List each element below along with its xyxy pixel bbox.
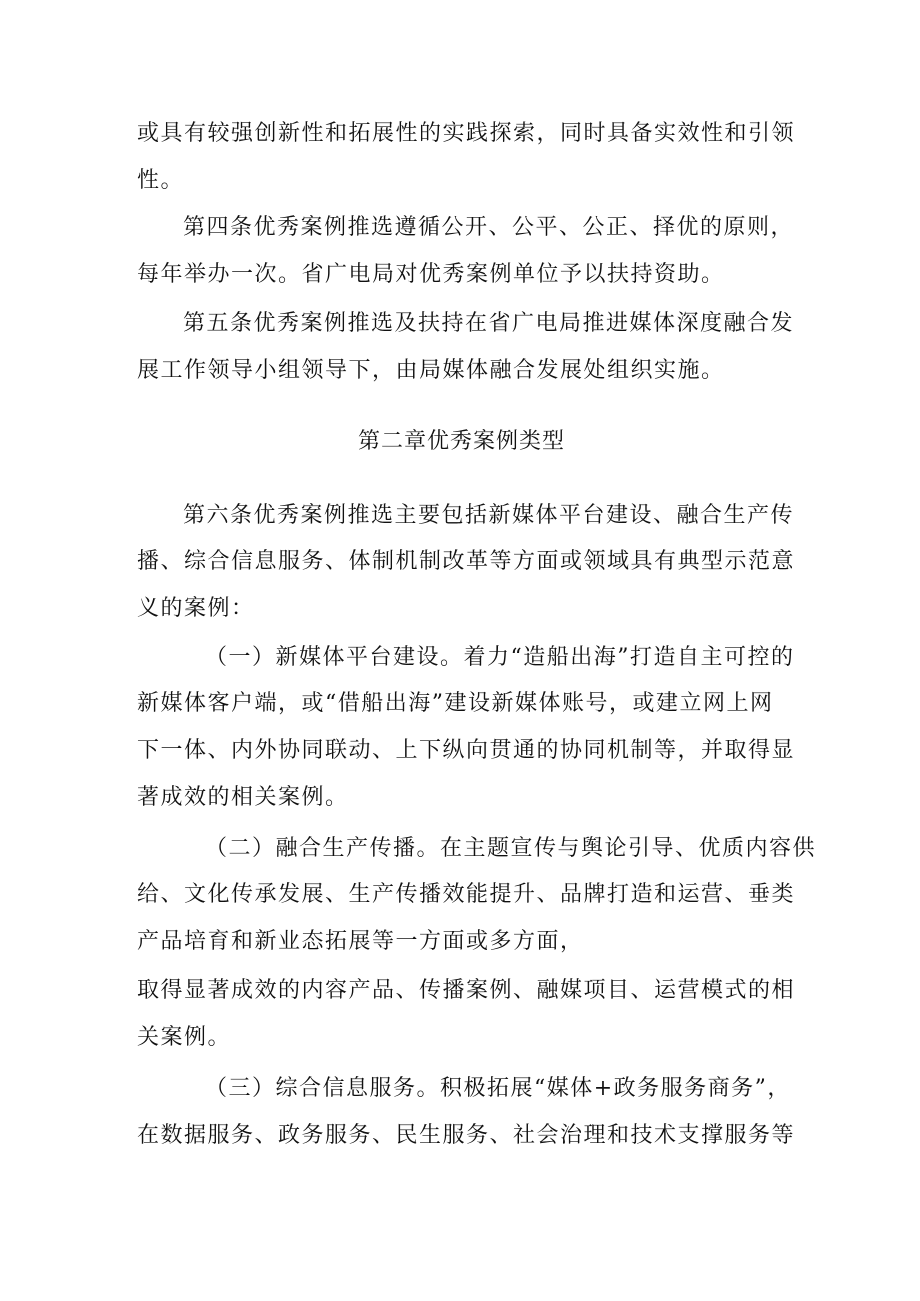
body-text-line: 性。 [137, 168, 185, 193]
body-text-line: 关案例。 [137, 1025, 232, 1050]
body-text-line: 在数据服务、政务服务、民生服务、社会治理和技术支撑服务等 [137, 1123, 796, 1148]
article-4-line: 第四条优秀案例推选遵循公开、公平、公正、择优的原则， [183, 215, 795, 240]
item-3-line: （三）综合信息服务。积极拓展“媒体+政务服务商务”， [205, 1076, 791, 1101]
body-text-line: 每年举办一次。省广电局对优秀案例单位予以扶持资助。 [137, 262, 725, 287]
body-text-line: 给、文化传承发展、生产传播效能提升、品牌打造和运营、垂类 [137, 882, 796, 907]
body-text-line: 展工作领导小组领导下，由局媒体融合发展处组织实施。 [137, 358, 725, 383]
body-text-line: 播、综合信息服务、体制机制改革等方面或领域具有典型示范意 [137, 549, 796, 574]
body-text-line: 产品培育和新业态拓展等一方面或多方面， [137, 929, 584, 954]
body-text-line: 著成效的相关案例。 [137, 785, 349, 810]
body-text-line: 取得显著成效的内容产品、传播案例、融媒项目、运营模式的相 [137, 978, 796, 1003]
chapter-heading: 第二章优秀案例类型 [358, 429, 566, 454]
item-1-line: （一）新媒体平台建设。着力“造船出海”打造自主可控的 [205, 645, 795, 670]
item-2-line: （二）融合生产传播。在主题宣传与舆论引导、优质内容供 [205, 836, 817, 861]
article-6-line: 第六条优秀案例推选主要包括新媒体平台建设、融合生产传 [183, 503, 795, 528]
article-5-line: 第五条优秀案例推选及扶持在省广电局推进媒体深度融合发 [183, 311, 795, 336]
body-text-line: 下一体、内外协同联动、上下纵向贯通的协同机制等，并取得显 [137, 738, 796, 763]
body-text-line: 或具有较强创新性和拓展性的实践探索，同时具备实效性和引领 [137, 121, 796, 146]
body-text-line: 义的案例： [137, 596, 255, 621]
body-text-line: 新媒体客户端，或“借船出海”建设新媒体账号，或建立网上网 [137, 691, 774, 716]
